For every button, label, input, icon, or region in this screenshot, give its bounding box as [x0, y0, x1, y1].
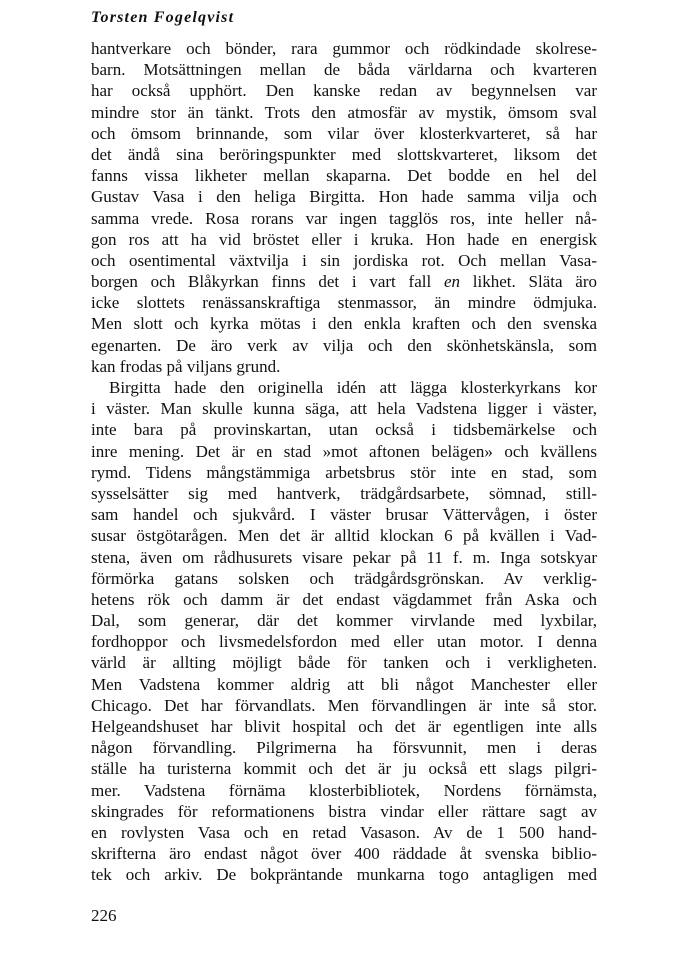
text-line: susar östgötarågen. Men det är alltid klockan 6 på kvällen i Vad-: [91, 526, 597, 546]
text-line: sam handel och sjukvård. I väster brusar Vättervågen, i öster: [91, 505, 597, 525]
page-number: 226: [91, 906, 117, 925]
text-line: någon förvandling. Pilgrimerna ha försvunnit, men i deras: [91, 738, 597, 758]
text-line: Birgitta hade den originella idén att lägga klosterkyrkans kor: [109, 378, 597, 397]
text-line: sysselsätter sig med hantverk, trädgårdsarbete, sömnad, still-: [91, 483, 597, 503]
text-line: och osentimental växtvilja i sin jordiska rot. Och mellan Vasa-: [91, 250, 597, 270]
text-line: fanns vissa likheter mellan skaparna. Det bodde en hel del: [91, 166, 597, 186]
text-line: samma vrede. Rosa rorans var ingen tagglös ros, inte heller nå-: [91, 208, 597, 228]
text-line: Men Vadstena kommer aldrig att bli något Manchester eller: [91, 674, 597, 694]
text-line: tek och arkiv. De bokpräntande munkarna togo antagligen med: [91, 865, 597, 885]
text-line: inte bara på provinskartan, utan också i tidsbemärkelse och: [91, 420, 597, 440]
text-line: Chicago. Det har förvandlats. Men förvandlingen är inte så stor.: [91, 695, 597, 715]
text-line: skingrades för reformationens bistra vindar eller rättare sagt av: [91, 801, 597, 821]
text-line: och ömsom brinnande, som vilar över klosterkvarteret, så har: [91, 123, 597, 143]
running-head: Torsten Fogelqvist: [91, 9, 235, 26]
text-line: fordhoppor och livsmedelsfordon med eller utan motor. I denna: [91, 632, 597, 652]
text-line: det ändå sina beröringspunkter med slottskvarteret, liksom det: [91, 144, 597, 164]
text-line: borgen och Blåkyrkan finns det i vart fall en likhet. Släta äro: [91, 272, 597, 292]
text-line: en rovlysten Vasa och en retad Vasason. Av de 1 500 hand-: [91, 822, 597, 842]
text-line: ställe ha turisterna kommit och det är ju också ett slags pilgri-: [91, 759, 597, 779]
text-line: värld är allting möjligt både för tanken och i verkligheten.: [91, 653, 597, 673]
text-line: inre mening. Det är en stad »mot aftonen belägen» och kvällens: [91, 441, 597, 461]
text-line: kan frodas på viljans grund.: [91, 356, 281, 376]
text-line: Gustav Vasa i den heliga Birgitta. Hon hade samma vilja och: [91, 187, 597, 207]
text-line: har också upphört. Den kanske redan av begynnelsen var: [91, 81, 597, 101]
text-line: hetens rök och damm är det endast vägdammet från Aska och: [91, 589, 597, 609]
text-line: Men slott och kyrka mötas i den enkla kraften och den svenska: [91, 314, 597, 334]
text-line: Helgeandshuset har blivit hospital och det är egentligen inte alls: [91, 717, 597, 736]
paragraph-2: [91, 377, 597, 886]
text-line: barn. Motsättningen mellan de båda världarna och kvarteren: [91, 60, 597, 80]
text-line: skrifterna äro endast något över 400 räddade åt svenska biblio-: [91, 844, 597, 864]
text-line: egenarten. De äro verk av vilja och den skönhetskänsla, som: [91, 335, 597, 355]
text-line: icke slottets renässanskraftiga stenmassor, än mindre ödmjuka.: [91, 293, 597, 313]
text-line: i väster. Man skulle kunna säga, att hela Vadstena ligger i väster,: [91, 399, 597, 419]
text-line: hantverkare och bönder, rara gummor och rödkindade skolrese-: [91, 39, 597, 58]
text-line: rymd. Tidens mångstämmiga arbetsbrus stör inte en stad, som: [91, 462, 597, 482]
emphasis: en: [443, 272, 461, 292]
text-line: mindre stor än tänkt. Trots den atmosfär av mystik, ömsom sval: [91, 102, 597, 122]
text-line: stena, även om rådhusurets visare pekar på 11 f. m. Inga sotskyar: [91, 547, 597, 567]
text-line: förmörka gatans solsken och trädgårdsgrönskan. Av verklig-: [91, 568, 597, 588]
text-line: gon ros att ha vid bröstet eller i kruka. Hon hade en energisk: [91, 229, 597, 249]
paragraph-1: [91, 38, 597, 377]
text-line: mer. Vadstena förnäma klosterbibliotek, Nordens förnämsta,: [91, 780, 597, 800]
body-text: [91, 38, 597, 886]
text-line: Dal, som generar, där det kommer virvlande med lyxbilar,: [91, 611, 597, 631]
